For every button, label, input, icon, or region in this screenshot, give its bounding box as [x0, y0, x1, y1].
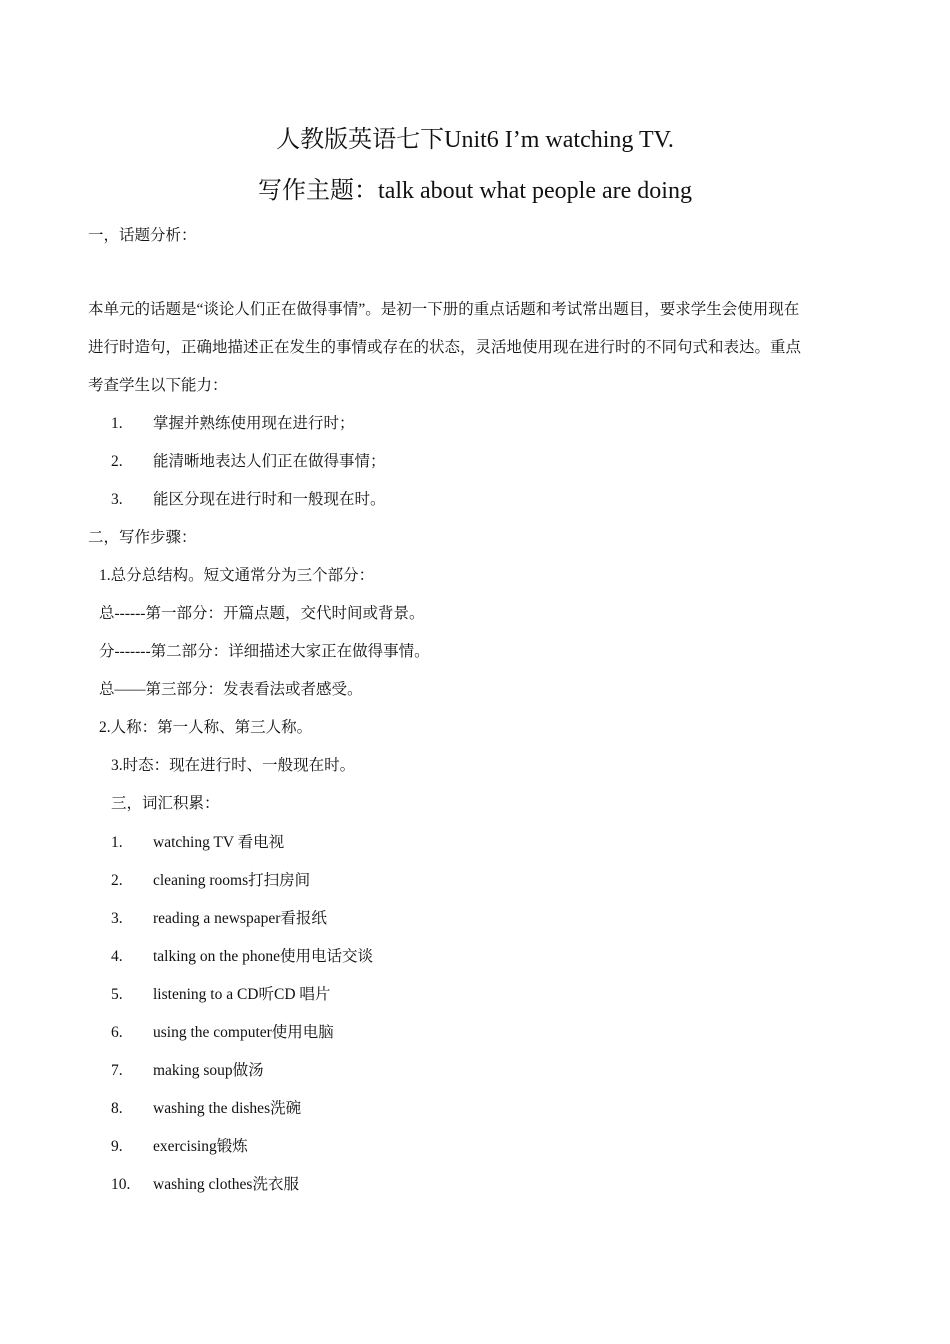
- section-heading-topic-analysis: 一，话题分析：: [88, 227, 197, 244]
- vocab-number: 3.: [111, 910, 123, 927]
- list-item: 掌握并熟练使用现在进行时；: [153, 415, 355, 432]
- vocab-item: washing the dishes洗碗: [153, 1100, 302, 1117]
- list-item: 能区分现在进行时和一般现在时。: [153, 491, 386, 508]
- paragraph-line: 进行时造句，正确地描述正在发生的事情或存在的状态，灵活地使用现在进行时的不同句式和表达。重点: [88, 339, 802, 356]
- vocab-number: 6.: [111, 1024, 123, 1041]
- vocab-number: 9.: [111, 1138, 123, 1155]
- vocab-number: 2.: [111, 872, 123, 889]
- list-number: 1.: [111, 415, 123, 432]
- vocab-number: 5.: [111, 986, 123, 1003]
- paragraph-line: 考查学生以下能力：: [88, 377, 228, 394]
- document-subtitle: 写作主题：talk about what people are doing: [258, 178, 692, 204]
- vocab-item: making soup做汤: [153, 1062, 264, 1079]
- step-line: 1.总分总结构。短文通常分为三个部分：: [99, 567, 375, 584]
- vocab-item: exercising锻炼: [153, 1138, 248, 1155]
- vocab-number: 1.: [111, 834, 123, 851]
- section-heading-writing-steps: 二，写作步骤：: [88, 529, 197, 546]
- list-number: 2.: [111, 453, 123, 470]
- vocab-number: 8.: [111, 1100, 123, 1117]
- vocab-item: washing clothes洗衣服: [153, 1176, 299, 1193]
- step-line: 2.人称：第一人称、第三人称。: [99, 719, 313, 736]
- vocab-number: 4.: [111, 948, 123, 965]
- vocab-item: reading a newspaper看报纸: [153, 910, 327, 927]
- document-title: 人教版英语七下Unit6 I’m watching TV.: [276, 127, 674, 153]
- step-line: 3.时态：现在进行时、一般现在时。: [111, 757, 356, 774]
- step-line: 总——第三部分：发表看法或者感受。: [99, 681, 363, 698]
- section-heading-vocabulary: 三，词汇积累：: [111, 795, 220, 812]
- list-number: 3.: [111, 491, 123, 508]
- vocab-item: listening to a CD听CD 唱片: [153, 986, 331, 1003]
- vocab-item: watching TV 看电视: [153, 834, 285, 851]
- list-item: 能清晰地表达人们正在做得事情；: [153, 453, 386, 470]
- vocab-item: using the computer使用电脑: [153, 1024, 334, 1041]
- step-line: 总------第一部分：开篇点题，交代时间或背景。: [99, 605, 425, 622]
- vocab-item: talking on the phone使用电话交谈: [153, 948, 373, 965]
- vocab-number: 10.: [111, 1176, 131, 1193]
- paragraph-line: 本单元的话题是“谈论人们正在做得事情”。是初一下册的重点话题和考试常出题目，要求学生会使用现在: [88, 301, 800, 318]
- vocab-number: 7.: [111, 1062, 123, 1079]
- step-line: 分-------第二部分：详细描述大家正在做得事情。: [99, 643, 430, 660]
- vocab-item: cleaning rooms打扫房间: [153, 872, 311, 889]
